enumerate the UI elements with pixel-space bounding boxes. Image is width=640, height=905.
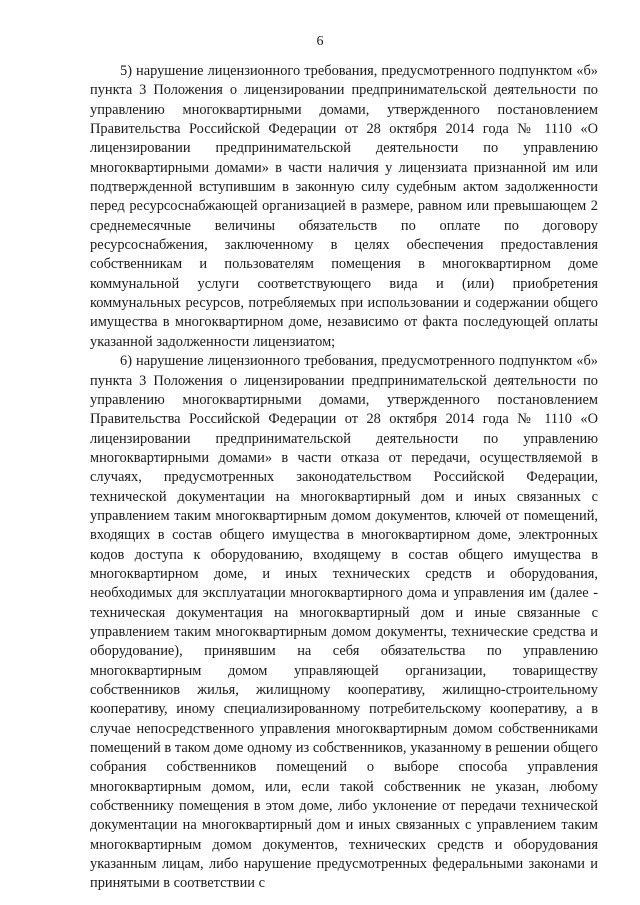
- document-body: [90, 62, 598, 894]
- paragraph-item-5: 5) нарушение лицензионного требования, предусмотренного подпунктом «б» пункта 3 Положения о лицензировании предпринимательской деятельности по управлению многоквартирными домами, утвержденного постановлением Правительства Российской Федерации от 28 октября 2014 года № 1110 «О лицензировании предпринимательской деятельности по управлению многоквартирными домами» в части наличия у лицензиата признанной им или подтвержденной вступившим в законную силу судебным актом задолженности перед ресурсоснабжающей организацией в размере, равном или превышающем 2 среднемесячные величины обязательств по оплате по договору ресурсоснабжения, заключенному в целях обеспечения предоставления собственникам и пользователям помещения в многоквартирном доме коммунальной услуги соответствующего вида и (или) приобретения коммунальных ресурсов, потребляемых при использовании и содержании общего имущества в многоквартирном доме, независимо от факта последующей оплаты указанной задолженности лицензиатом;: [90, 63, 598, 350]
- page-number: 6: [316, 34, 324, 49]
- paragraph-item-6: 6) нарушение лицензионного требования, предусмотренного подпунктом «б» пункта 3 Положения о лицензировании предпринимательской деятельности по управлению многоквартирными домами, утвержденного постановлением Правительства Российской Федерации от 28 октября 2014 года № 1110 «О лицензировании предпринимательской деятельности по управлению многоквартирными домами» в части отказа от передачи, осуществляемой в случаях, предусмотренных законодательством Российской Федерации, технической документации на многоквартирный дом и иных связанных с управлением таким многоквартирным домом документов, ключей от помещений, входящих в состав общего имущества в многоквартирном доме, электронных кодов доступа к оборудованию, входящему в состав общего имущества в многоквартирном доме, и иных технических средств и оборудования, необходимых для эксплуатации многоквартирного дома и управления им (далее - техническая документация на многоквартирный дом и иные связанные с управлением таким многоквартирным домом документы, технические средства и оборудование), принявшим на себя обязательства по управлению многоквартирным домом управляющей организации, товариществу собственников жилья, жилищному кооперативу, жилищно-строительному кооперативу, иному специализированному потребительскому кооперативу, а в случае непосредственного управления многоквартирным домом собственниками помещений в таком доме одному из собственников, указанному в решении общего собрания собственников помещений о выборе способа управления многоквартирным домом, или, если такой собственник не указан, любому собственнику помещения в этом доме, либо уклонение от передачи технической документации на многоквартирный дом и иных связанных с управлением таким многоквартирным домом документов, технических средств и оборудования указанным лицам, либо нарушение предусмотренных федеральными законами и принятыми в соответствии с: [90, 353, 598, 892]
